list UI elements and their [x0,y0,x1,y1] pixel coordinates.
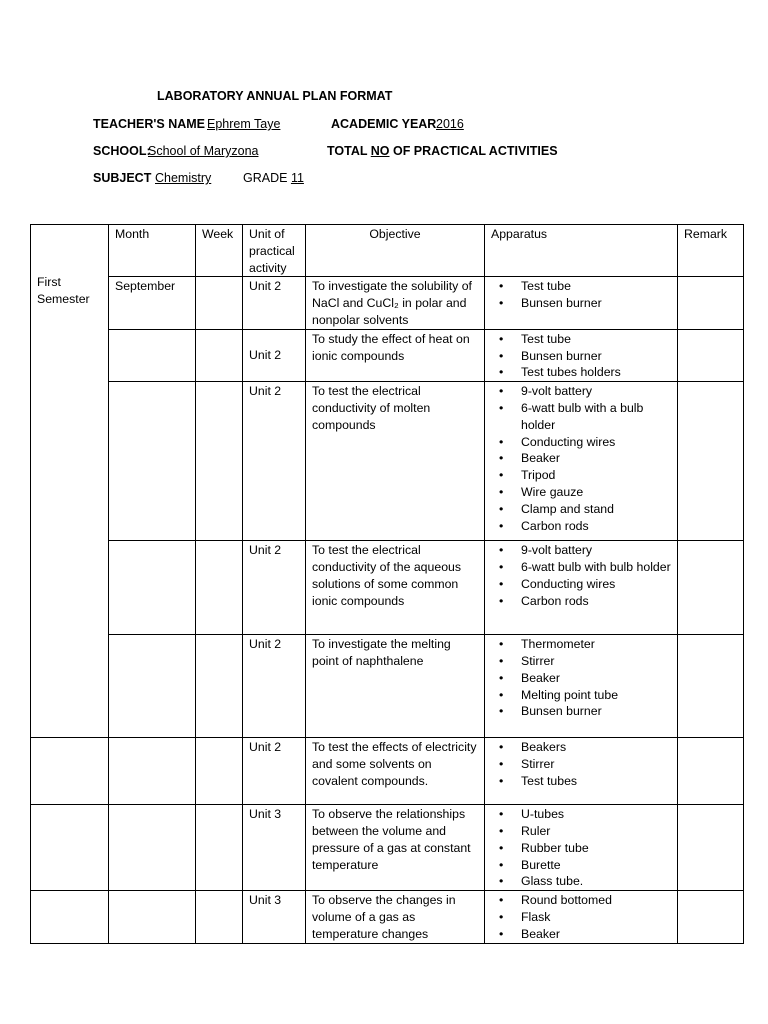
table-row [31,541,744,635]
semester-cell-empty [31,738,109,805]
list-item: • Ruler [513,823,671,840]
list-item: • Beaker [513,926,671,943]
table-row [31,738,744,805]
objective-cell: To test the electrical conductivity of the aqueous solutions of some common ionic compounds [306,541,485,635]
list-item: • Rubber tube [513,840,671,857]
list-item: • Flask [513,909,671,926]
table-row [31,382,744,541]
apparatus-list [491,636,671,720]
week-cell [196,635,243,738]
apparatus-list [491,806,671,890]
objective-cell: To test the electrical conductivity of molten compounds [306,382,485,541]
objective-cell: To study the effect of heat on ionic compounds [306,329,485,381]
column-header-week: Week [196,225,243,277]
semester-cell-empty [31,891,109,943]
unit-cell: Unit 3 [243,805,306,891]
unit-cell: Unit 2 [243,382,306,541]
list-item: • Bunsen burner [513,703,671,720]
list-item: • Bunsen burner [513,348,671,365]
table-row [31,805,744,891]
remark-cell [678,277,744,329]
week-cell [196,891,243,943]
apparatus-list [491,383,671,534]
list-item: • Glass tube. [513,873,671,890]
week-cell [196,541,243,635]
school-value: School of Maryzona [148,144,259,158]
table-row [31,635,744,738]
list-item: • Test tube [513,331,671,348]
table-row [31,277,744,329]
list-item: • Stirrer [513,653,671,670]
semester-cell [31,225,109,738]
list-item: • 9-volt battery [513,542,671,559]
apparatus-list [491,542,671,609]
column-header-apparatus: Apparatus [485,225,678,277]
month-cell [109,738,196,805]
remark-cell [678,329,744,381]
lab-plan-table [30,224,744,944]
academic-year-label: ACADEMIC YEAR [331,117,437,131]
apparatus-cell [485,635,678,738]
list-item: • Test tube [513,278,671,295]
column-header-unit: Unit of practical activity [243,225,306,277]
objective-cell: To observe the relationships between the volume and pressure of a gas at constant temperature [306,805,485,891]
apparatus-list [491,892,671,942]
remark-cell [678,805,744,891]
unit-cell: Unit 3 [243,891,306,943]
apparatus-cell [485,541,678,635]
list-item: • Test tubes [513,773,671,790]
list-item: • Thermometer [513,636,671,653]
apparatus-list [491,331,671,381]
list-item: • Conducting wires [513,434,671,451]
list-item: • U-tubes [513,806,671,823]
list-item: • Stirrer [513,756,671,773]
table-header-row [31,225,744,277]
objective-cell: To observe the changes in volume of a gas as temperature changes [306,891,485,943]
week-cell [196,738,243,805]
apparatus-cell [485,277,678,329]
list-item: • Bunsen burner [513,295,671,312]
apparatus-cell [485,738,678,805]
list-item: • Tripod [513,467,671,484]
month-cell [109,541,196,635]
list-item: • 6-watt bulb with bulb holder [513,559,671,576]
month-cell [109,329,196,381]
unit-cell: Unit 2 [243,635,306,738]
unit-cell: Unit 2 [243,738,306,805]
remark-cell [678,738,744,805]
list-item: • Test tubes holders [513,364,671,381]
total-practical-activities-label: TOTAL NO OF PRACTICAL ACTIVITIES [327,144,558,158]
apparatus-cell [485,382,678,541]
month-cell: September [109,277,196,329]
unit-cell: Unit 2 [243,329,306,381]
teacher-name-value: Ephrem Taye [207,117,281,131]
list-item: • Wire gauze [513,484,671,501]
list-item: • Conducting wires [513,576,671,593]
semester-label: First Semester [37,275,90,306]
semester-cell-empty [31,805,109,891]
column-header-remark: Remark [678,225,744,277]
list-item: • 6-watt bulb with a bulb holder [513,400,671,434]
apparatus-cell [485,329,678,381]
unit-cell: Unit 2 [243,277,306,329]
list-item: • Melting point tube [513,687,671,704]
teacher-name-label: TEACHER'S NAME [93,117,206,131]
remark-cell [678,541,744,635]
school-label: SCHOOL: [93,144,151,158]
remark-cell [678,891,744,943]
month-cell [109,805,196,891]
subject-label: SUBJECT [93,171,152,185]
week-cell [196,382,243,541]
unit-cell: Unit 2 [243,541,306,635]
subject-value: Chemistry [155,171,212,185]
document-title: LABORATORY ANNUAL PLAN FORMAT [157,89,393,103]
month-cell [109,382,196,541]
month-cell [109,635,196,738]
list-item: • Clamp and stand [513,501,671,518]
list-item: • Round bottomed [513,892,671,909]
grade-label: GRADE 11 [243,171,304,185]
list-item: • Carbon rods [513,593,671,610]
objective-cell: To investigate the solubility of NaCl and CuCl₂ in polar and nonpolar solvents [306,277,485,329]
list-item: • Carbon rods [513,518,671,535]
list-item: • Burette [513,857,671,874]
column-header-month: Month [109,225,196,277]
apparatus-list [491,739,671,789]
month-cell [109,891,196,943]
table-row [31,329,744,381]
apparatus-cell [485,891,678,943]
list-item: • Beakers [513,739,671,756]
objective-cell: To test the effects of electricity and some solvents on covalent compounds. [306,738,485,805]
apparatus-cell [485,805,678,891]
objective-cell: To investigate the melting point of naphthalene [306,635,485,738]
list-item: • Beaker [513,450,671,467]
column-header-objective: Objective [306,225,485,277]
apparatus-list [491,278,671,312]
week-cell [196,805,243,891]
table-row [31,891,744,943]
remark-cell [678,382,744,541]
list-item: • 9-volt battery [513,383,671,400]
list-item: • Beaker [513,670,671,687]
week-cell [196,277,243,329]
week-cell [196,329,243,381]
academic-year-value: 2016 [436,117,464,131]
remark-cell [678,635,744,738]
